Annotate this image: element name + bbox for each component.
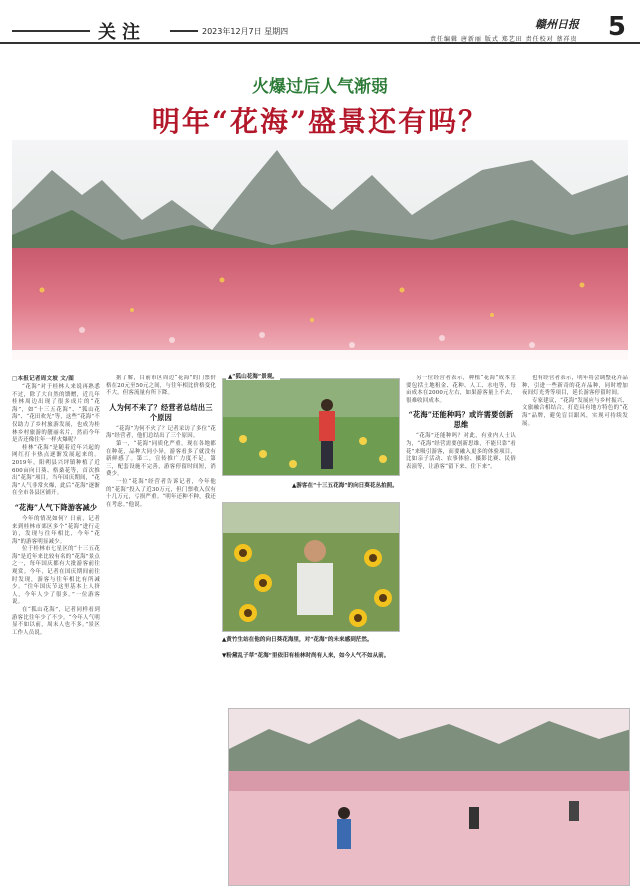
- body-paragraph: “花海”为何不火了？记者采访了多位“花海”经营者，他们总结出了三个原因。: [106, 425, 216, 440]
- text-column-2: [106, 375, 216, 885]
- caption-middle: ▲游客在“十三五花海”的向日葵花丛拍照。: [292, 483, 398, 489]
- body-paragraph: 今年的情况如何？日前，记者来到桂林市郊区多个“花海”进行走访，发现与往年相比，今年“花海”的游客明显减少。: [12, 515, 100, 545]
- editor-credits: 责任编辑 唐新丽 版式 郑艺田 责任校对 蔡祥贵: [430, 36, 578, 43]
- photo-pink-grass-field: [228, 708, 630, 886]
- text-column-4: [406, 375, 516, 705]
- section-title: 关注: [98, 22, 146, 43]
- body-paragraph: 专家建议，“花海”发展应与乡村振兴、文旅融合相结合，打造具有地方特色的“花海”品牌，避免盲目跟风，实现可持续发展。: [522, 397, 628, 427]
- subhead-1: “花海”人气下降游客减少: [14, 502, 98, 512]
- newspaper-name: 赣州日报: [535, 18, 579, 31]
- issue-date: 2023年12月7日 星期四: [202, 27, 289, 36]
- section-rule-left: [12, 30, 90, 32]
- article-kicker: 火爆过后人气渐弱: [252, 77, 388, 97]
- body-paragraph: 位于桂林市七星区的“十三五花海”是近年来比较有名的“花海”景点之一，每年国庆都有大批游客前往观赏。今年，记者在国庆期间前往时发现，游客与往年相比有所减少。“往年国庆节这里基本上人挤人，今年人少了很多。”一位游客说。: [12, 546, 100, 606]
- article-byline: □本报记者周文坡 文/图: [12, 376, 75, 382]
- body-paragraph: 第一，“花海”同质化严重。现在各地都在种花，品种大同小异，游客看多了就没有新鲜感了。第二，宣传推广力度不足。第三，配套设施不完善，游客停留时间短，消费少。: [106, 440, 216, 478]
- subhead-2: 人为何不来了？经营者总结出三个原因: [109, 402, 213, 422]
- body-paragraph: 也有经营者表示，明年将会调整花卉品种，引进一些新奇的花卉品种，同时增加夜间灯光秀等项目，延长游客停留时间。: [522, 375, 628, 397]
- masthead: [0, 0, 640, 44]
- body-paragraph: “花海”对于桂林人来说再熟悉不过，除了大自然的馈赠，近几年桂林周边出现了很多成片的“花海”，如“十三五花海”、“狐山花海”、“花田欢光”等，这些“花海”不仅助力了乡村旅游发展，也成为桂林乡村旅游的靓丽名片，然而今年是否还像往年一样火爆呢？: [12, 384, 100, 444]
- body-paragraph: 据了解，目前市区周边“花海”的门票价格在20元至50元之间，与往年相比价格变化不大，但客流量有所下降。: [106, 375, 216, 397]
- page-number: 5: [607, 12, 626, 42]
- body-paragraph: “花海”还能种吗？对此，有业内人士认为，“花海”经营需要创新思维，不能只靠“看花”来吸引游客，而要融入更多的体验项目，比如亲子活动、农事体验、摄影比赛、民俗表演等，让游客“留下来、住下来”。: [406, 433, 516, 470]
- photo-visitor-flowers: [222, 378, 400, 476]
- text-column-5: [522, 375, 628, 705]
- body-paragraph: 一位“花海”经营者告诉记者，今年他的“花海”投入了近30万元，但门票收入仅有十几万元，亏损严重。“明年还种不种，我还在考虑。”他说。: [106, 478, 216, 508]
- article-headline: 明年“花海”盛景还有吗？: [151, 105, 489, 138]
- body-paragraph: 在“狐山花海”，记者同样看到游客比往年少了不少。“今年人气明显不如以前，周末人也不多。”景区工作人员说。: [12, 607, 100, 636]
- caption-top: ▲“狐山花海”景观。: [228, 374, 278, 380]
- caption-sunflower: ▲黄竹生站在他的向日葵花海里，对“花海”的未来感到茫然。: [222, 637, 373, 643]
- section-rule-right: [170, 30, 198, 32]
- hero-photo-flower-field: [12, 140, 628, 360]
- body-paragraph: 桂林“花海”是随着近年兴起的网红打卡热点逐渐发展起来的。2019年，阳朔县兴坪镇种植了近600亩向日葵、格桑花等，首次推出“花海”项目。当年国庆期间，“花海”人气非常火爆，此后“花海”逐渐在全市各县区铺开。: [12, 444, 100, 497]
- subhead-3: “花海”还能种吗？或许需要创新思维: [408, 410, 514, 430]
- text-column-1: [12, 375, 100, 885]
- photo-sunflower-farmer: [222, 502, 400, 632]
- body-paragraph: 另一位经营者表示，种植“花海”成本主要包括土地租金、花种、人工、水电等，每亩成本在2000元左右，如果游客量上不去，很难收回成本。: [406, 375, 516, 404]
- caption-person: ▼粉黛乱子草“花海”里依旧有桂林时尚有人来，如今人气不如从前。: [222, 653, 390, 659]
